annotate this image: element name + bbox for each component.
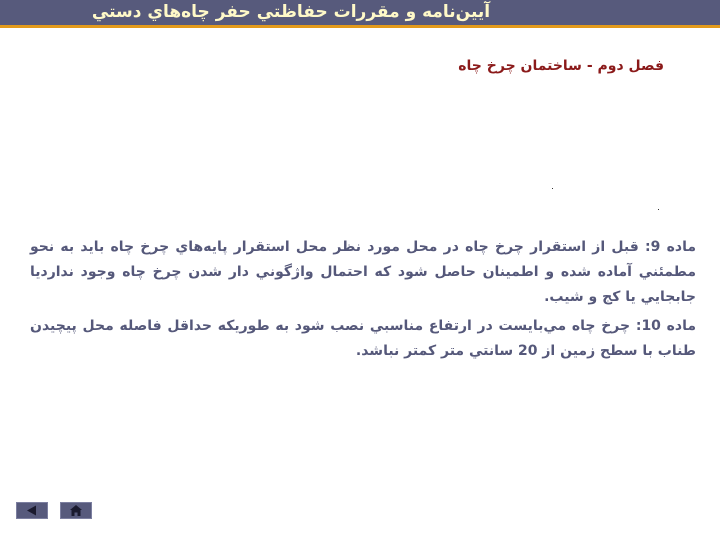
- article-label: ماده 9:: [645, 239, 697, 255]
- article-text: چرخ چاه مي‌بايست در ارتفاع مناسبي نصب شود به طوريكه حداقل فاصله محل پيچيدن طناب با سطح زمين از 20 سانتي متر كمتر نباشد.: [30, 318, 696, 359]
- decorative-dot: [658, 209, 659, 210]
- back-arrow-icon: [17, 503, 47, 518]
- article-10: [30, 314, 696, 364]
- decorative-dot: [552, 188, 553, 189]
- back-button[interactable]: [16, 502, 48, 519]
- home-icon: [61, 503, 91, 518]
- home-button[interactable]: [60, 502, 92, 519]
- title-bar: [0, 0, 720, 28]
- article-9: [30, 235, 696, 310]
- page-title: آيين‌نامه و مقررات حفاظتي حفر چاه‌هاي دستي: [91, 2, 491, 22]
- article-label: ماده 10:: [635, 318, 697, 334]
- chapter-title: فصل دوم - ساختمان چرخ چاه: [458, 58, 664, 74]
- article-text: قبل از استقرار چرخ چاه در محل مورد نظر محل استقرار پايه‌هاي چرخ چاه بايد به نحو مطمئني آماده شده و اطمينان حاصل شود كه احتمال واژگوني دار شدن چرخ چاه وجود نداردیا جابجايي يا كج و شيب.: [30, 239, 696, 305]
